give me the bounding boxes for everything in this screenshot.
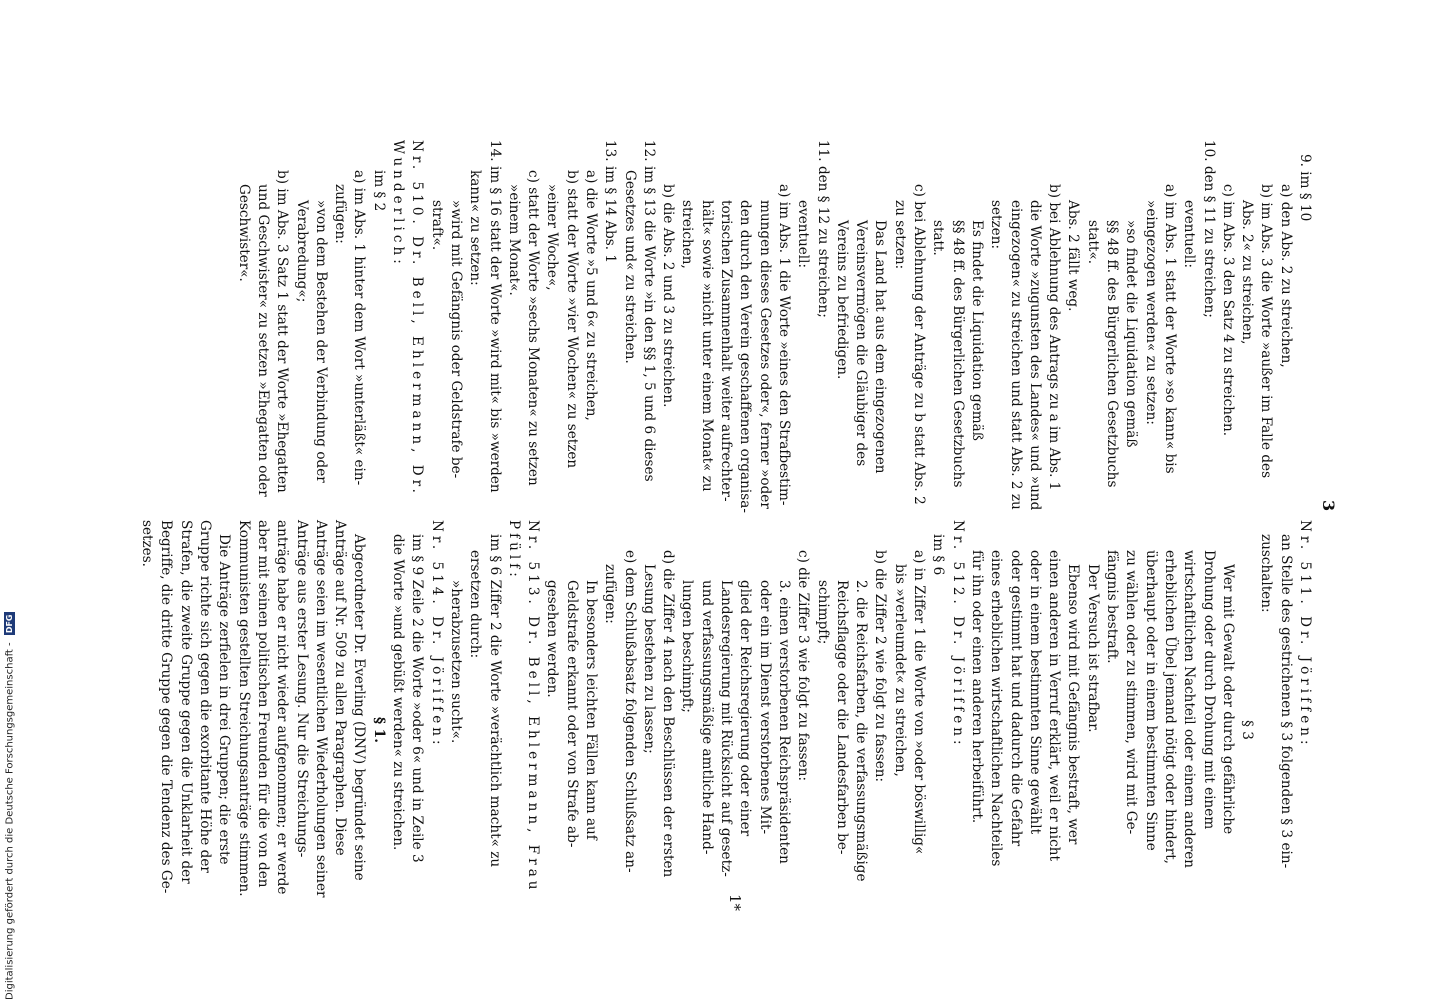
text-line: oder ein im Dienst verstorbenes Mit- (756, 580, 773, 835)
text-line: Anträge seien im wesentlichen Wiederholungen seiner (312, 520, 329, 898)
text-line: b) im Abs. 3 die Worte »außer im Falle des (1258, 184, 1275, 479)
text-line: Nr. 511. Dr. Jöriffen: (1297, 520, 1313, 749)
text-line: Der Versuch ist strafbar. (1084, 564, 1101, 733)
text-line: §§ 48 ff. des Bürgerlichen Gesetzbuchs (1104, 220, 1121, 488)
text-line: Landesregierung mit Rücksicht auf gesetz- (718, 580, 735, 877)
text-line: Wunderlich: (390, 140, 407, 268)
text-line: c) statt der Worte »sechs Monaten« zu setzen (525, 170, 542, 486)
text-line: oder in einem bestimmten Sinne gewählt (1026, 550, 1043, 835)
text-line: b) statt der Worte »vier Wochen« zu setzen (563, 170, 580, 469)
text-line: zu setzen: (891, 200, 908, 270)
text-line: a) im Abs. 1 die Worte »eines den Strafbestim- (775, 184, 792, 506)
text-line: torischen Zusammenhalt weiter aufrechter- (718, 200, 735, 502)
text-line: »einem Monat«. (505, 184, 522, 296)
text-line: wirtschaftlichen Nachteil oder einem anderen (1181, 550, 1198, 869)
text-line: »von dem Bestehen der Verbindung oder (312, 200, 329, 483)
text-line: im § 2 (370, 170, 387, 212)
text-line: Wer mit Gewalt oder durch gefährliche (1219, 564, 1236, 835)
text-line: Nr. 510. Dr. Bell, Ehlermann, Dr. (409, 140, 426, 497)
text-line: glied der Reichsregierung oder einer (737, 580, 754, 837)
text-line: b) bei Ablehnung des Antrags zu a im Abs. 1 (1046, 184, 1063, 491)
text-line: a) im Abs. 1 hinter dem Wort »unterläßt« ein- (351, 170, 368, 486)
text-line: kann« zu setzen: (467, 170, 484, 286)
text-line: bis »verleumdet« zu streichen, (891, 564, 908, 777)
text-line: zufügen: (602, 564, 619, 624)
text-line: zuschalten: (1258, 534, 1275, 613)
text-line: a) den Abs. 2 zu streichen, (1277, 184, 1294, 368)
text-line: e) dem Schlußabsatz folgenden Schlußsatz an- (621, 550, 638, 873)
text-line: Es findet die Liquidation gemäß (968, 220, 985, 441)
text-line: 3. einen verstorbenen Reichspräsidenten (775, 580, 792, 864)
text-line: Verabredung«; (293, 200, 310, 303)
text-line: lungen beschimpft; (679, 580, 696, 713)
text-line: mungen dieses Gesetzes oder«, ferner »oder (756, 200, 773, 509)
text-line: überhaupt oder in einem bestimmten Sinne (1142, 550, 1159, 851)
page-number: 3 (1319, 500, 1338, 512)
text-line: 9. im § 10 (1297, 154, 1313, 222)
text-line: Reichsflagge oder die Landesfarben be- (833, 580, 850, 855)
left-text-column (233, 140, 1314, 560)
text-line: im § 6 Ziffer 2 die Worte »verächtlich macht« zu (486, 534, 503, 868)
text-line: einen anderen in Verruf erklärt, weil er nicht (1046, 550, 1063, 861)
text-line: aber mit seinen politischen Freunden für die von den (254, 520, 271, 888)
text-line: den durch den Verein geschaffenen organisa- (737, 200, 754, 513)
text-line: c) im Abs. 3 den Satz 4 zu streichen. (1219, 184, 1236, 437)
text-line: Das Land hat aus dem eingezogenen (872, 220, 889, 474)
text-line: »herabzusetzen sucht«. (447, 580, 464, 744)
text-line: eventuell: (1181, 200, 1198, 269)
text-line: und verfassungsmäßige amtliche Hand- (698, 580, 715, 855)
text-line: Geldstrafe erkannt oder von Strafe ab- (563, 580, 580, 848)
text-line: 13. im § 14 Abs. 1 (602, 140, 619, 264)
text-line: 12. im § 13 die Worte »in den §§ 1, 5 und 6 dieses (640, 140, 657, 482)
text-line: §§ 48 ff. des Bürgerlichen Gesetzbuchs (949, 220, 966, 488)
text-line: ersetzen durch: (467, 550, 484, 659)
text-line: Pfülf: (505, 520, 522, 581)
text-line: straft«. (428, 200, 445, 251)
text-line: 11. den § 12 zu streichen; (814, 140, 831, 318)
text-line: 14. im § 16 statt der Worte »wird mit« bis »werden (486, 140, 503, 493)
text-line: Geschwister«. (235, 184, 252, 282)
text-line: b) die Ziffer 2 wie folgt zu fassen: (872, 550, 889, 783)
footnote-mark: 1* (726, 894, 744, 912)
text-line: streichen, (679, 200, 696, 269)
text-line: im § 6 (930, 534, 947, 576)
text-line: c) bei Ablehnung der Anträge zu b statt Abs. 2 (911, 184, 928, 505)
text-line: b) die Abs. 2 und 3 zu streichen. (660, 184, 677, 408)
right-text-column (137, 520, 1314, 940)
text-line: b) im Abs. 3 Satz 1 statt der Worte »Ehegatten (274, 170, 291, 493)
text-line: Anträge aus erster Lesung. Nur die Streichungs- (293, 520, 310, 858)
text-line: Begriffe, die dritte Gruppe gegen die Tendenz des Ge- (158, 520, 175, 894)
text-line: § 1. (370, 716, 387, 744)
text-line: eingezogen« zu streichen und statt Abs. 2 zu (1007, 200, 1024, 510)
text-line: Vereins zu befriedigen. (833, 220, 850, 380)
text-line: an Stelle des gestrichenen § 3 folgenden § 3 ein- (1277, 534, 1294, 869)
text-line: schimpft; (814, 580, 831, 645)
digitization-credit (4, 0, 24, 1000)
text-line: setzen: (988, 200, 1005, 250)
text-line: Kommunisten gestellten Streichungsanträge stimmen. (235, 520, 252, 897)
dfg-logo: DFG (5, 614, 14, 634)
text-line: Vereinsvermögen die Gläubiger des (853, 220, 870, 467)
text-line: d) die Ziffer 4 nach den Beschlüssen der ersten (660, 550, 677, 878)
text-line: erheblichen Übel jemand nötigt oder hindert, (1161, 550, 1178, 865)
text-line: Nr. 512. Dr. Jöriffen: (949, 520, 966, 749)
text-line: c) die Ziffer 3 wie folgt zu fassen: (795, 550, 812, 782)
text-line: Nr. 513. Dr. Bell, Ehlermann, Frau (525, 520, 542, 894)
text-line: Strafen, die zweite Gruppe gegen die Unklarheit der (177, 520, 194, 884)
text-line: gesehen werden. (544, 580, 561, 698)
text-line: eines erheblichen wirtschaftlichen Nachteiles (988, 550, 1005, 867)
text-line: Abgeordneter Dr. Everling (DNV) begründet seine (351, 534, 368, 881)
text-line: fängnis bestraft. (1104, 550, 1121, 664)
text-line: Gruppe richte sich gegen die exorbitante Höhe der (197, 520, 214, 873)
text-line: Anträge auf Nr. 509 zu allen Paragraphen. Diese (332, 520, 349, 856)
text-line: § 3 (1239, 720, 1256, 740)
text-line: 10. den § 11 zu streichen; (1200, 140, 1217, 318)
text-line: 2. die Reichsfarben, die verfassungsmäßige (853, 580, 870, 882)
text-line: zufügen: (332, 184, 349, 244)
text-line: eventuell: (795, 200, 812, 269)
text-line: Lesung bestehen zu lassen; (640, 564, 657, 754)
text-line: a) im Abs. 1 statt der Worte »so kann« bis (1161, 184, 1178, 474)
text-line: Abs. 2 fällt weg. (1065, 200, 1082, 312)
text-line: Die Anträge zerfielen in drei Gruppen; die erste (216, 534, 233, 865)
text-line: setzes. (139, 520, 156, 567)
text-line: hält« sowie »nicht unter einem Monat« zu (698, 200, 715, 492)
text-line: oder gestimmt hat und dadurch die Gefahr (1007, 550, 1024, 847)
text-line: »einer Woche«, (544, 184, 561, 291)
text-line: Gesetzes und« zu streichen. (621, 170, 638, 364)
text-line: In besonders leichten Fällen kann auf (583, 580, 600, 840)
text-line: a) die Worte »5 und 6« zu streichen, (583, 170, 600, 421)
text-line: für ihn oder einen anderen herbeiführt. (968, 550, 985, 824)
text-line: anträge habe er nicht wieder aufgenommen; er werde (274, 520, 291, 895)
text-line: im § 9 Zeile 2 die Worte »oder 6« und in Zeile 3 (409, 534, 426, 863)
text-line: statt. (930, 220, 947, 256)
text-line: und Geschwister« zu setzen »Ehegatten oder (254, 184, 271, 497)
text-line: die Worte »und gebüßt werden« zu streichen. (390, 534, 407, 851)
text-line: zu wählen oder zu stimmen, wird mit Ge- (1123, 550, 1140, 835)
text-line: »so findet die Liquidation gemäß (1123, 220, 1140, 448)
text-line: Ebenso wird mit Gefängnis bestraft, wer (1065, 564, 1082, 845)
text-line: Nr. 514. Dr. Jöriffen: (428, 520, 445, 749)
text-line: statt«. (1084, 220, 1101, 265)
text-line: a) in Ziffer 1 die Worte von »oder böswillig« (911, 550, 928, 855)
credit-text: Digitalisierung gefördert durch die Deutsche Forschungsgemeinschaft - (4, 642, 16, 1000)
text-line: »eingezogen werden« zu setzen: (1142, 200, 1159, 425)
text-line: »wird mit Gefängnis oder Geldstrafe be- (447, 200, 464, 479)
text-line: die Worte »zugunsten des Landes« und »und (1026, 200, 1043, 511)
text-line: Drohung oder durch Drohung mit einem (1200, 550, 1217, 830)
text-line: Abs. 2« zu streichen, (1239, 200, 1256, 345)
